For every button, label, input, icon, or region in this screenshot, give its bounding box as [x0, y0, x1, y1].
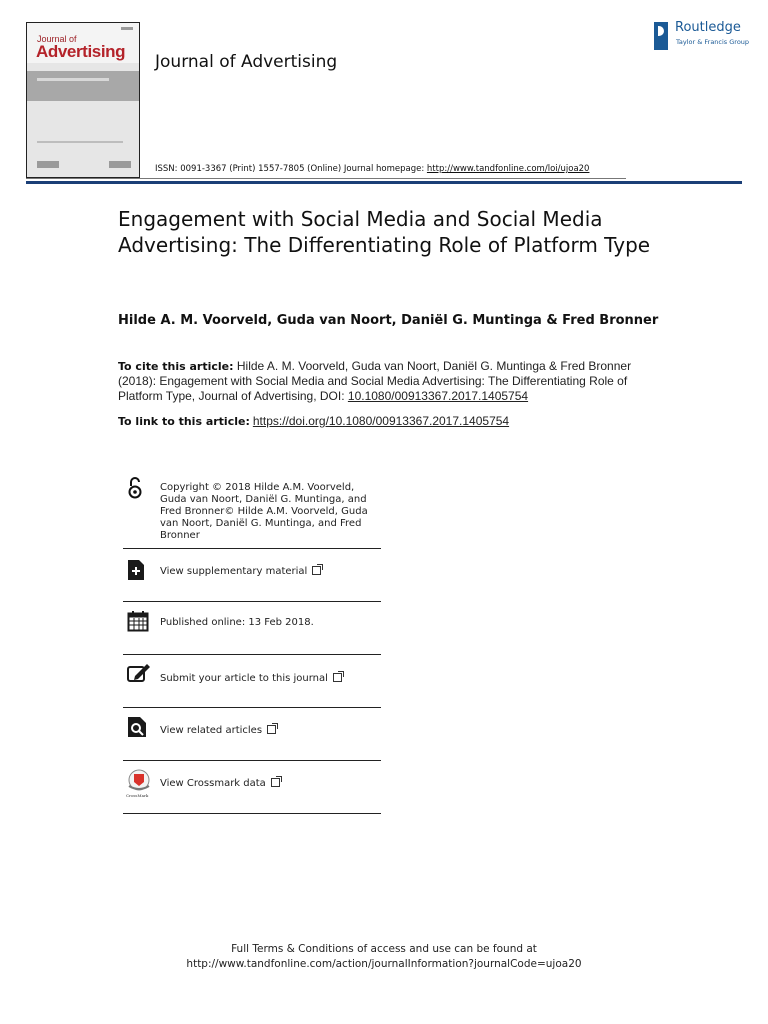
crossmark-link[interactable]: View Crossmark data [160, 778, 266, 789]
citation [118, 359, 648, 404]
terms-footer [0, 942, 768, 972]
published-date: Published online: 13 Feb 2018. [160, 617, 314, 628]
copyright-text: Copyright © 2018 Hilde A.M. Voorveld, Guda van Noort, Daniël G. Muntinga, and Fred Bronner© Hilde A.M. Voorveld, Guda van Noort, Daniël G. Muntinga, and Fred Bronner [160, 482, 368, 541]
terms-url[interactable]: http://www.tandfonline.com/action/journalInformation?journalCode=ujoa20 [186, 958, 582, 970]
journal-homepage-link[interactable]: http://www.tandfonline.com/loi/ujoa20 [426, 164, 590, 174]
cite-text: Hilde A. M. Voorveld, Guda van Noort, Daniël G. Muntinga & Fred Bronner (2018): Engagement with Social Media and Social Media Advertising: The Differentiating Role of Platform Type, Journal of Advertising, DOI: [118, 359, 632, 403]
cite-doi-link[interactable]: 10.1080/00913367.2017.1405754 [347, 389, 529, 403]
header-divider [26, 181, 742, 184]
external-link-icon [267, 725, 276, 734]
article-authors: Hilde A. M. Voorveld, Guda van Noort, Daniël G. Muntinga & Fred Bronner [118, 313, 659, 328]
info-divider [123, 813, 381, 814]
search-document-icon [127, 716, 147, 741]
article-doi-link[interactable]: https://doi.org/10.1080/00913367.2017.1405754 [252, 414, 510, 428]
article-link [118, 414, 648, 428]
issn-text: ISSN: 0091-3367 (Print) 1557-7805 (Online) Journal homepage: [155, 164, 427, 174]
terms-text: Full Terms & Conditions of access and use can be found at [231, 943, 537, 955]
crossmark-icon [126, 769, 152, 800]
copyright-row [123, 472, 381, 548]
routledge-icon [654, 22, 668, 50]
supplementary-link[interactable]: View supplementary material [160, 566, 308, 577]
related-row[interactable] [123, 708, 381, 760]
submit-article-link[interactable]: Submit your article to this journal [160, 673, 328, 684]
publisher-name: Routledge [675, 20, 741, 35]
related-articles-link[interactable]: View related articles [160, 725, 263, 736]
document-plus-icon [127, 559, 145, 584]
external-link-icon [271, 778, 280, 787]
edit-icon [127, 663, 151, 686]
crossmark-row[interactable] [123, 761, 381, 813]
crossmark-caption: CrossMark [126, 793, 149, 798]
article-title: Engagement with Social Media and Social Media Advertising: The Differentiating Role of Platform Type [118, 207, 651, 257]
cite-label: To cite this article: [118, 360, 234, 373]
link-label: To link to this article: [118, 415, 250, 428]
published-row [123, 602, 381, 654]
calendar-icon [127, 610, 149, 635]
open-access-icon [127, 476, 143, 503]
article-info-list [123, 472, 381, 798]
publisher-subtitle: Taylor & Francis Group [676, 38, 750, 46]
submit-row[interactable] [123, 655, 381, 707]
journal-name: Journal of Advertising [155, 52, 338, 72]
cover-big-title: Advertising [36, 42, 126, 61]
journal-cover-image [26, 22, 140, 178]
publisher-logo [654, 22, 754, 52]
supplementary-row[interactable] [123, 549, 381, 601]
external-link-icon [333, 673, 342, 682]
cover-small-title: Journal of [37, 34, 77, 44]
issn-line [155, 165, 589, 174]
header-divider-thin [26, 178, 626, 179]
external-link-icon [312, 566, 321, 575]
